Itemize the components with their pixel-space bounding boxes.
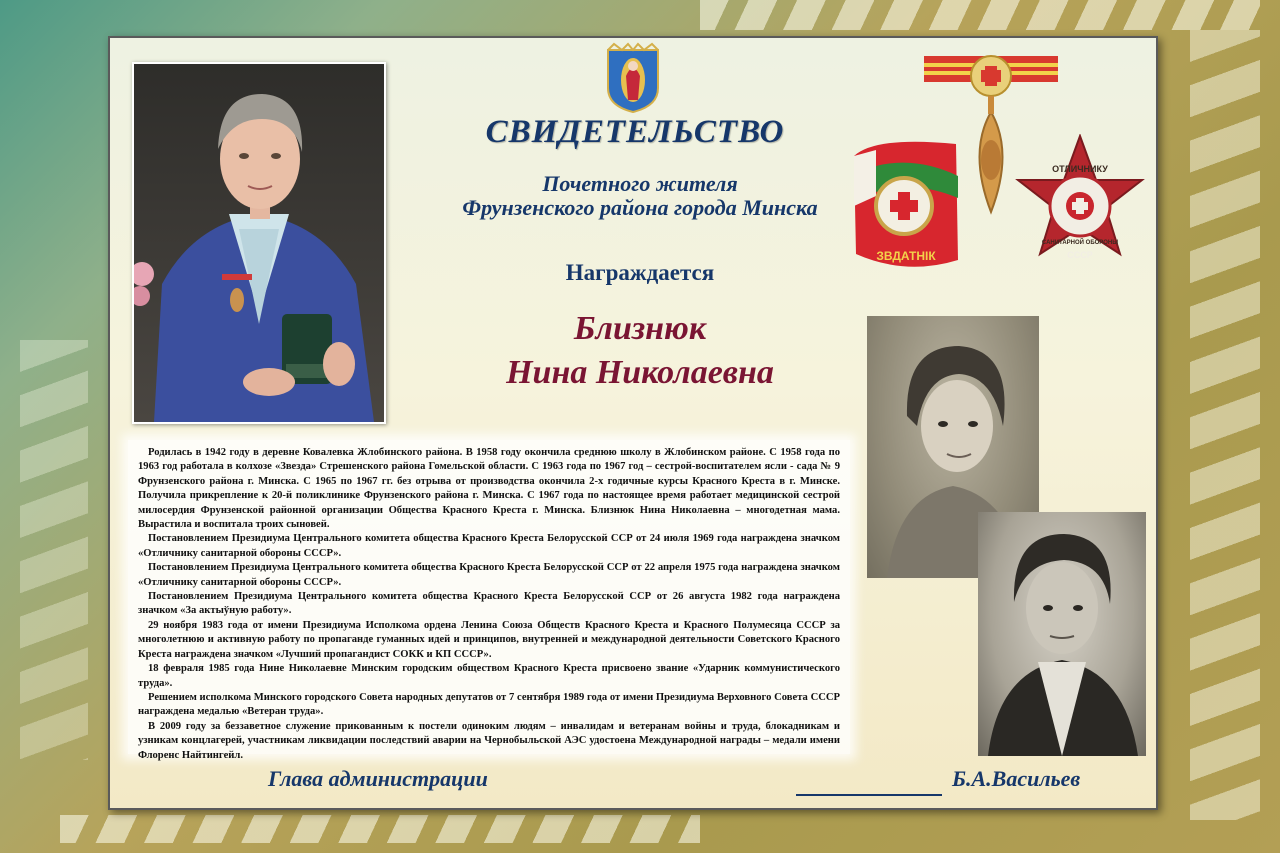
- decor-stripes-left: [20, 340, 88, 760]
- awarded-label: Награждается: [565, 260, 715, 285]
- star-badge-bottom-text: САНИТАРНОЙ ОБОРОНЫ: [1041, 240, 1119, 246]
- subtitle-line-1: Почетного жителя: [542, 171, 738, 196]
- signature-line: [796, 794, 942, 796]
- decor-stripes-right: [1190, 30, 1260, 820]
- bio-paragraph: 29 ноября 1983 года от имени Президиума Исполкома ордена Ленина Союза Обществ Красного Креста и Красного Полумесяца СССР за многолетнюю и активную работу по пропаганде гуманных идей и принципов, внутренней и международной деятельности Советского Красного Креста награждена значком «Лучший пропагандист СОКК и КП СССР».: [138, 619, 840, 660]
- certificate-title: СВИДЕТЕЛЬСТВО: [485, 114, 785, 150]
- bio-paragraph: Постановлением Президиума Центрального комитета общества Красного Креста Белорусской ССР от 24 июля 1969 года награждена значком «Отличнику санитарной обороны СССР».: [138, 533, 840, 559]
- coat-of-arms-icon: [604, 42, 662, 114]
- certificate-card: [108, 36, 1158, 810]
- donor-badge-icon: [846, 136, 964, 274]
- bio-paragraph: Постановлением Президиума Центрального комитета общества Красного Креста Белорусской ССР от 26 августа 1982 года награждена значком «За актыўную работу».: [138, 591, 840, 617]
- subtitle-line-2: Фрунзенского района города Минска: [462, 195, 818, 220]
- biography-text: [128, 440, 850, 761]
- decor-stripes-top: [700, 0, 1260, 30]
- decor-stripes-bottom: [60, 815, 700, 843]
- sanitary-defence-star-badge-icon: [1014, 134, 1146, 268]
- certificate-subtitle: [400, 172, 880, 220]
- bio-paragraph: 18 февраля 1985 года Нине Николаевне Минским городским обществом Красного Креста присвоено звание «Ударник коммунистического труда».: [138, 663, 840, 689]
- donor-badge-text: ЗВДАТНІК: [876, 249, 936, 263]
- bio-paragraph: Постановлением Президиума Центрального комитета общества Красного Креста Белорусской ССР от 22 апреля 1975 года награждена значком «Отличнику санитарной обороны СССР».: [138, 562, 840, 588]
- recipient-given-names: Нина Николаевна: [506, 354, 774, 391]
- bio-paragraph: Родилась в 1942 году в деревне Ковалевка Жлобинского района. В 1958 году окончила среднюю школу в Жлобинском районе. С 1958 года по 1963 год работала в колхозе «Звезда» Стрешенского района Гомельской области. С 1963 года по 1967 год – сестрой-воспитателем ясли - сада № 9 Фрунзенского района г. Минска. С 1965 по 1967 гг. без отрыва от производства окончила 2-х годичные курсы Красного Креста в г. Минске. Получила прикрепление к 20-й поликлинике Фрунзенского района г. Минска. С 1967 года по настоящее время работает медицинской сестрой милосердия Фрунзенской районной организации Общества Красного Креста г. Минска. Близнюк Нина Николаевна – многодетная мама. Вырастила и воспитала троих сыновей.: [138, 447, 840, 531]
- star-badge-top-text: ОТЛИЧНИКУ: [1052, 164, 1108, 174]
- bio-paragraph: В 2009 году за беззаветное служение прикованным к постели одиноким людям – инвалидам и ветеранам войны и труда, блокадникам и узникам концлагерей, участникам ликвидации последствий аварии на Чернобыльской АЭС удостоена Международной награды – медали имени Флоренс Найтингейл.: [138, 720, 840, 761]
- recipient-surname: Близнюк: [573, 310, 707, 347]
- star-badge-ussr-text: СССР: [1067, 250, 1093, 260]
- signature-name: Б.А.Васильев: [952, 766, 1081, 791]
- portrait-photo-middle-age: [978, 512, 1146, 756]
- bio-paragraph: Решением исполкома Минского городского Совета народных депутатов от 7 сентября 1989 года от имени Президиума Верховного Совета СССР награждена медалью «Ветеран труда».: [138, 691, 840, 718]
- signature-title: Глава администрации: [268, 766, 488, 791]
- portrait-photo-color: [132, 62, 386, 424]
